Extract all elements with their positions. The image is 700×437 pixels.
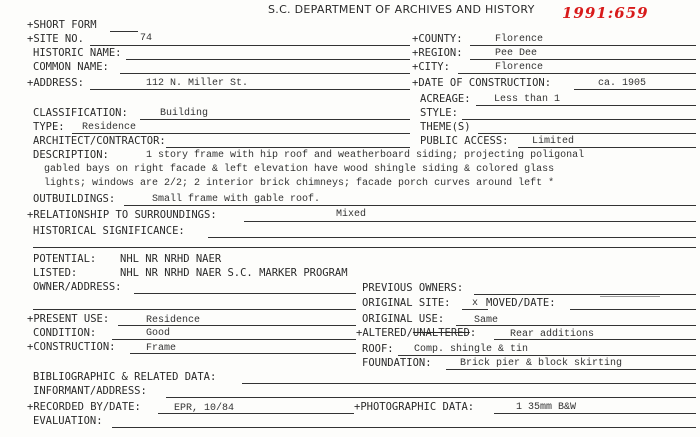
address-line [90,89,410,90]
date-construction-value: ca. 1905 [598,78,647,89]
foundation-label: FOUNDATION: [362,357,432,369]
acreage-value: Less than 1 [494,94,561,105]
original-use-value: Same [474,315,499,326]
classification-label: CLASSIFICATION: [33,107,128,119]
city-label: +CITY: [412,61,450,73]
relationship-line [244,221,696,222]
informant-label: INFORMANT/ADDRESS: [33,385,147,397]
historic-name-line [126,59,410,60]
description-label: DESCRIPTION: [33,149,109,161]
original-site-value: x [472,298,479,309]
condition-value: Good [146,328,171,339]
roof-label: ROOF: [362,343,394,355]
foundation-value: Brick pier & block skirting [460,358,623,369]
informant-line [166,397,696,398]
short-form-line [110,31,138,32]
unaltered-label-struck: UNALTERED [412,327,470,339]
altered-label-suffix: : [469,327,477,339]
county-value: Florence [495,34,544,45]
photographic-value: 1 35mm B&W [516,402,577,413]
short-form-label: +SHORT FORM [27,19,97,31]
significance-line-2 [33,247,696,248]
photographic-label: +PHOTOGRAPHIC DATA: [354,401,475,413]
evaluation-line [112,427,696,428]
evaluation-label: EVALUATION: [33,415,103,427]
site-no-value: 74 [140,33,153,44]
owner-line [134,293,356,294]
description-line-1: 1 story frame with hip roof and weatherboard siding; projecting poligonal [146,150,585,161]
city-value: Florence [495,62,544,73]
architect-label: ARCHITECT/CONTRACTOR: [33,135,166,147]
present-use-value: Residence [146,315,201,326]
outbuildings-label: OUTBUILDINGS: [33,193,116,205]
outbuildings-value: Small frame with gable roof. [152,194,321,205]
moved-date-label: MOVED/DATE: [486,297,556,309]
handwritten-accession-number: 1991:659 [562,4,649,22]
bibliographic-line [242,383,696,384]
address-value: 112 N. Miller St. [146,78,249,89]
owner-label: OWNER/ADDRESS: [33,281,122,293]
region-label: +REGION: [412,47,463,59]
architect-line [166,147,410,148]
type-label: TYPE: [33,121,65,133]
roof-value: Comp. shingle & tin [414,344,529,355]
moved-date-line [570,309,696,310]
date-construction-label: +DATE OF CONSTRUCTION: [412,77,552,89]
common-name-line [120,73,410,74]
potential-label: POTENTIAL: [33,253,97,265]
classification-value: Building [160,108,209,119]
stray-mark [600,296,660,297]
present-use-label: +PRESENT USE: [27,313,110,325]
address-label: +ADDRESS: [27,77,84,89]
style-label: STYLE: [420,107,458,119]
significance-label: HISTORICAL SIGNIFICANCE: [33,225,185,237]
altered-label-prefix: +ALTERED/ [356,327,413,339]
region-value: Pee Dee [495,48,538,59]
altered-value: Rear additions [510,329,595,340]
description-line-3: lights; windows are 2/2; 2 interior brick chimneys; facade porch curves around left * [44,178,555,189]
previous-owners-label: PREVIOUS OWNERS: [362,282,464,294]
county-label: +COUNTY: [412,33,463,45]
style-line [462,119,696,120]
potential-options: NHL NR NRHD NAER [120,253,222,265]
owner-line-2 [33,309,356,310]
acreage-label: ACREAGE: [420,93,471,105]
construction-label: +CONSTRUCTION: [27,341,116,353]
agency-title: S.C. DEPARTMENT OF ARCHIVES AND HISTORY [268,3,535,16]
original-use-label: ORIGINAL USE: [362,313,445,325]
relationship-label: +RELATIONSHIP TO SURROUNDINGS: [27,209,217,221]
relationship-value: Mixed [336,209,367,220]
listed-label: LISTED: [33,267,78,279]
listed-options: NHL NR NRHD NAER S.C. MARKER PROGRAM [120,267,348,279]
city-line [458,73,696,74]
common-name-label: COMMON NAME: [33,61,109,73]
recorded-by-label: +RECORDED BY/DATE: [27,401,141,413]
previous-owners-line [474,294,696,295]
construction-value: Frame [146,343,177,354]
theme-line [478,133,696,134]
altered-label [356,327,476,339]
bibliographic-label: BIBLIOGRAPHIC & RELATED DATA: [33,371,217,383]
historic-name-label: HISTORIC NAME: [33,47,122,59]
site-no-line [90,45,410,46]
type-value: Residence [82,122,137,133]
recorded-by-value: EPR, 10/84 [174,403,235,414]
significance-line [208,237,696,238]
condition-label: CONDITION: [33,327,97,339]
public-access-value: Limited [532,136,575,147]
public-access-label: PUBLIC ACCESS: [420,135,509,147]
theme-label: THEME(S) [420,121,471,133]
site-no-label: +SITE NO. [27,33,84,45]
original-site-label: ORIGINAL SITE: [362,297,451,309]
description-line-2: gabled bays on right facade & left elevation have wood shingle siding & colored glass [44,164,555,175]
